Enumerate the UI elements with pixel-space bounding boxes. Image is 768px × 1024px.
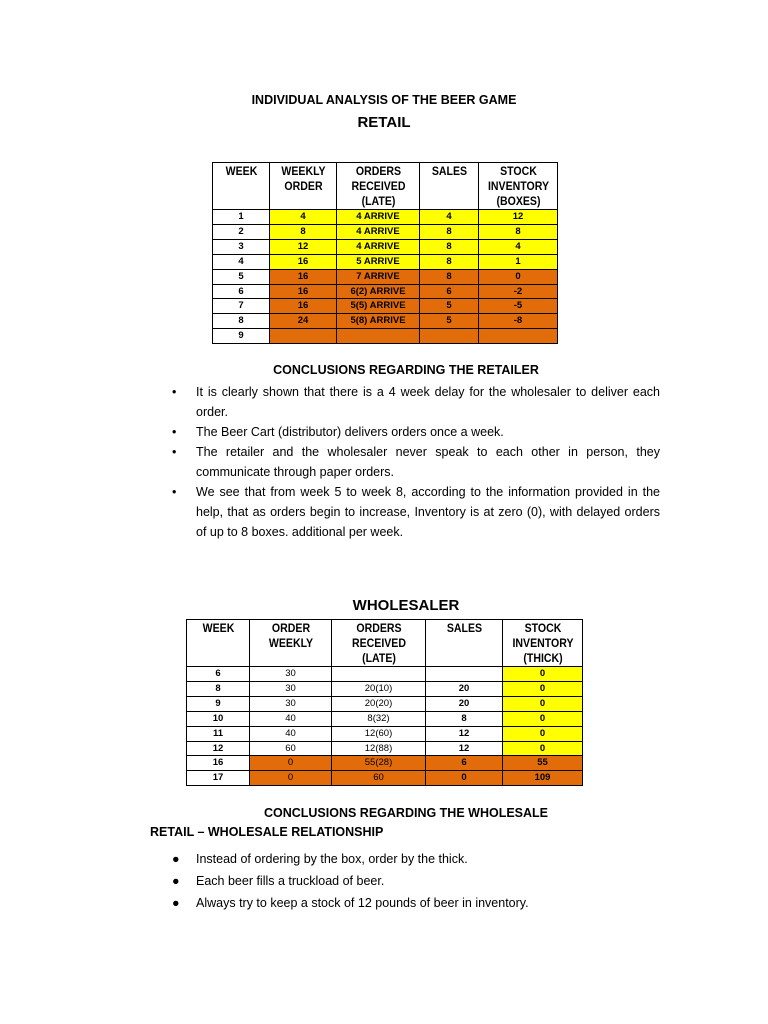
retail-conclusions-list xyxy=(172,382,660,542)
sales-cell: 12 xyxy=(426,726,503,741)
received-cell: 55(28) xyxy=(332,756,426,771)
stock-cell: -8 xyxy=(479,314,558,329)
week-cell: 8 xyxy=(187,681,250,696)
stock-cell: -5 xyxy=(479,299,558,314)
received-cell: 20(20) xyxy=(332,696,426,711)
order-cell: 16 xyxy=(270,254,337,269)
sales-cell: 20 xyxy=(426,696,503,711)
sales-cell: 8 xyxy=(420,224,479,239)
bullet-icon: • xyxy=(172,445,177,459)
table-row xyxy=(213,269,558,284)
order-cell: 16 xyxy=(270,269,337,284)
retail-header-weekly-order: WEEKLY ORDER xyxy=(274,163,333,210)
received-cell xyxy=(332,667,426,682)
week-cell: 4 xyxy=(213,254,270,269)
table-row xyxy=(213,224,558,239)
order-cell: 4 xyxy=(270,210,337,225)
received-cell: 60 xyxy=(332,771,426,786)
received-cell xyxy=(337,329,420,344)
week-cell: 17 xyxy=(187,771,250,786)
list-item xyxy=(172,382,660,422)
retail-header-sales: SALES xyxy=(423,163,475,210)
order-cell: 40 xyxy=(250,726,332,741)
sales-cell: 6 xyxy=(420,284,479,299)
received-cell: 6(2) ARRIVE xyxy=(337,284,420,299)
list-item xyxy=(172,848,660,870)
list-item xyxy=(172,892,660,914)
table-row xyxy=(187,741,583,756)
bullet-icon: • xyxy=(172,385,177,399)
received-cell: 12(88) xyxy=(332,741,426,756)
sales-cell: 4 xyxy=(420,210,479,225)
list-item-text: Always try to keep a stock of 12 pounds of beer in inventory. xyxy=(196,896,529,910)
week-cell: 11 xyxy=(187,726,250,741)
order-cell: 40 xyxy=(250,711,332,726)
week-cell: 8 xyxy=(213,314,270,329)
wholesaler-header-stock: STOCK INVENTORY (THICK) xyxy=(507,620,577,667)
order-cell: 30 xyxy=(250,696,332,711)
document-title: INDIVIDUAL ANALYSIS OF THE BEER GAME xyxy=(251,93,517,107)
sales-cell xyxy=(426,667,503,682)
retail-header-orders-received: ORDERS RECEIVED (LATE) xyxy=(341,163,414,210)
week-cell: 9 xyxy=(213,329,270,344)
retail-heading: RETAIL xyxy=(357,114,411,131)
stock-cell xyxy=(479,329,558,344)
sales-cell: 20 xyxy=(426,681,503,696)
order-cell: 30 xyxy=(250,681,332,696)
table-row xyxy=(213,284,558,299)
table-row xyxy=(213,314,558,329)
wholesale-conclusions-heading: CONCLUSIONS REGARDING THE WHOLESALE xyxy=(263,806,549,820)
retail-conclusions-heading: CONCLUSIONS REGARDING THE RETAILER xyxy=(273,363,539,377)
stock-cell: 8 xyxy=(479,224,558,239)
order-cell: 8 xyxy=(270,224,337,239)
table-row xyxy=(187,756,583,771)
list-item-text: The retailer and the wholesaler never speak to each other in person, they communicate through paper orders. xyxy=(196,445,660,479)
week-cell: 2 xyxy=(213,224,270,239)
relationship-heading: RETAIL – WHOLESALE RELATIONSHIP xyxy=(150,825,384,839)
received-cell: 4 ARRIVE xyxy=(337,239,420,254)
order-cell: 60 xyxy=(250,741,332,756)
sales-cell: 8 xyxy=(420,239,479,254)
received-cell: 5(5) ARRIVE xyxy=(337,299,420,314)
received-cell: 4 ARRIVE xyxy=(337,224,420,239)
received-cell: 4 ARRIVE xyxy=(337,210,420,225)
sales-cell: 6 xyxy=(426,756,503,771)
stock-cell: 0 xyxy=(503,681,583,696)
stock-cell: -2 xyxy=(479,284,558,299)
bullet-icon: ● xyxy=(172,874,180,888)
sales-cell: 5 xyxy=(420,299,479,314)
stock-cell: 0 xyxy=(479,269,558,284)
retail-table xyxy=(212,162,558,344)
list-item-text: We see that from week 5 to week 8, according to the information provided in the help, that as orders begin to increase, Inventory is at zero (0), with delayed orders of up to 8 boxes. additional per week. xyxy=(196,485,660,539)
week-cell: 16 xyxy=(187,756,250,771)
wholesaler-header-week: WEEK xyxy=(190,620,245,667)
stock-cell: 55 xyxy=(503,756,583,771)
list-item-text: It is clearly shown that there is a 4 week delay for the wholesaler to deliver each order. xyxy=(196,385,660,419)
stock-cell: 0 xyxy=(503,667,583,682)
list-item xyxy=(172,422,660,442)
week-cell: 1 xyxy=(213,210,270,225)
wholesaler-table xyxy=(186,619,583,786)
sales-cell: 8 xyxy=(420,254,479,269)
sales-cell: 0 xyxy=(426,771,503,786)
list-item xyxy=(172,870,660,892)
stock-cell: 0 xyxy=(503,741,583,756)
week-cell: 7 xyxy=(213,299,270,314)
list-item-text: Instead of ordering by the box, order by the thick. xyxy=(196,852,468,866)
table-row xyxy=(213,329,558,344)
table-row xyxy=(187,681,583,696)
stock-cell: 4 xyxy=(479,239,558,254)
week-cell: 6 xyxy=(213,284,270,299)
week-cell: 5 xyxy=(213,269,270,284)
wholesaler-header-order-weekly: ORDER WEEKLY xyxy=(254,620,326,667)
week-cell: 10 xyxy=(187,711,250,726)
table-row xyxy=(213,210,558,225)
week-cell: 3 xyxy=(213,239,270,254)
list-item-text: The Beer Cart (distributor) delivers orders once a week. xyxy=(196,425,504,439)
order-cell: 0 xyxy=(250,771,332,786)
table-row xyxy=(187,726,583,741)
week-cell: 12 xyxy=(187,741,250,756)
week-cell: 6 xyxy=(187,667,250,682)
wholesale-conclusions-list xyxy=(172,848,660,914)
retail-header-stock: STOCK INVENTORY (BOXES) xyxy=(483,163,553,210)
table-row xyxy=(187,711,583,726)
order-cell: 24 xyxy=(270,314,337,329)
table-row xyxy=(187,771,583,786)
order-cell: 12 xyxy=(270,239,337,254)
retail-header-week: WEEK xyxy=(216,163,266,210)
stock-cell: 12 xyxy=(479,210,558,225)
bullet-icon: • xyxy=(172,485,177,499)
received-cell: 12(60) xyxy=(332,726,426,741)
received-cell: 20(10) xyxy=(332,681,426,696)
list-item xyxy=(172,482,660,542)
order-cell: 16 xyxy=(270,284,337,299)
bullet-icon: ● xyxy=(172,896,180,910)
wholesaler-header-sales: SALES xyxy=(430,620,498,667)
wholesaler-header-orders-received: ORDERS RECEIVED (LATE) xyxy=(337,620,420,667)
order-cell: 0 xyxy=(250,756,332,771)
received-cell: 5(8) ARRIVE xyxy=(337,314,420,329)
stock-cell: 0 xyxy=(503,696,583,711)
sales-cell: 5 xyxy=(420,314,479,329)
table-row xyxy=(187,667,583,682)
sales-cell: 12 xyxy=(426,741,503,756)
week-cell: 9 xyxy=(187,696,250,711)
sales-cell xyxy=(420,329,479,344)
received-cell: 7 ARRIVE xyxy=(337,269,420,284)
order-cell xyxy=(270,329,337,344)
received-cell: 8(32) xyxy=(332,711,426,726)
bullet-icon: • xyxy=(172,425,177,439)
received-cell: 5 ARRIVE xyxy=(337,254,420,269)
table-row xyxy=(213,239,558,254)
stock-cell: 0 xyxy=(503,726,583,741)
sales-cell: 8 xyxy=(426,711,503,726)
stock-cell: 1 xyxy=(479,254,558,269)
stock-cell: 0 xyxy=(503,711,583,726)
table-row xyxy=(187,696,583,711)
stock-cell: 109 xyxy=(503,771,583,786)
table-row xyxy=(213,299,558,314)
retail-header-row xyxy=(213,163,558,210)
bullet-icon: ● xyxy=(172,852,180,866)
order-cell: 30 xyxy=(250,667,332,682)
list-item-text: Each beer fills a truckload of beer. xyxy=(196,874,385,888)
sales-cell: 8 xyxy=(420,269,479,284)
wholesaler-header-row xyxy=(187,620,583,667)
table-row xyxy=(213,254,558,269)
order-cell: 16 xyxy=(270,299,337,314)
list-item xyxy=(172,442,660,482)
wholesaler-heading: WHOLESALER xyxy=(352,597,460,614)
